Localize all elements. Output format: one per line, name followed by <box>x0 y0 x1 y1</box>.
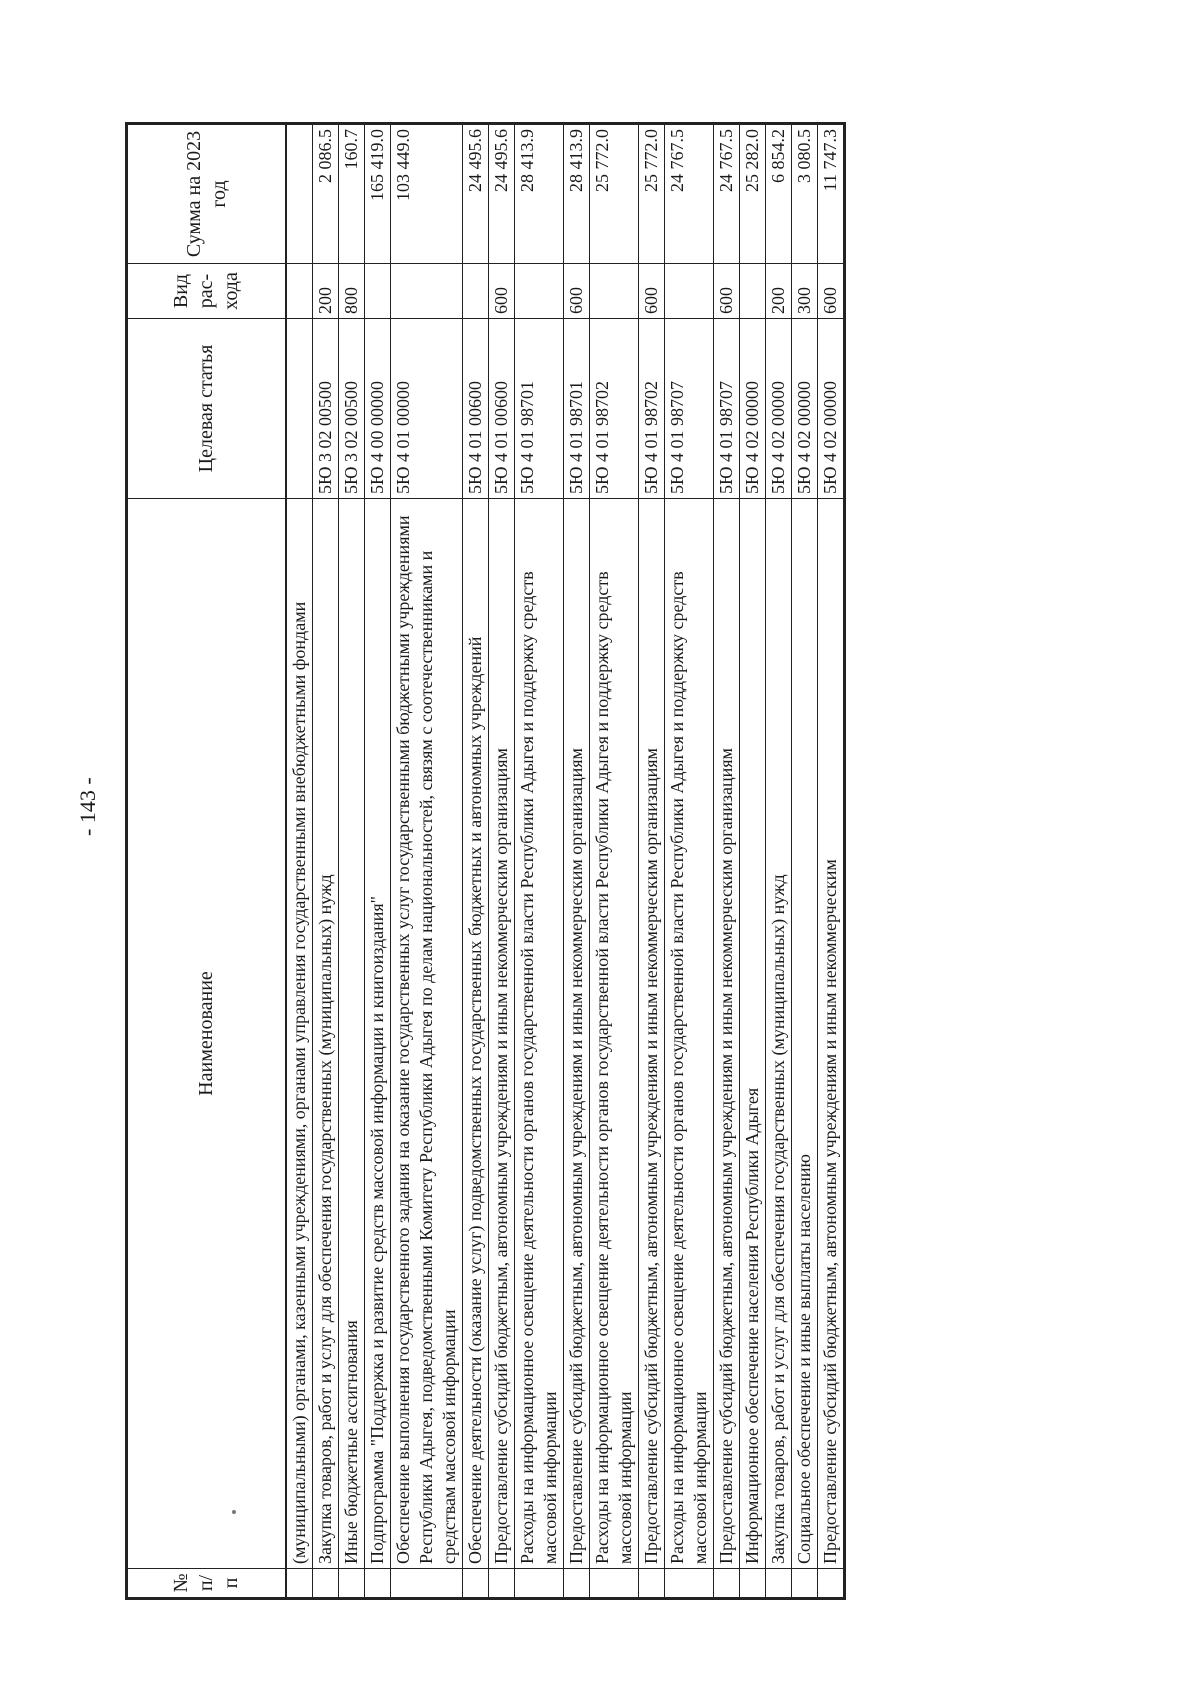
table-header-row <box>127 124 287 1599</box>
row-target-article: 5Ю 4 01 00600 <box>463 319 489 499</box>
row-sum: 25 772.0 <box>590 124 639 264</box>
row-target-article: 5Ю 3 02 00500 <box>313 319 339 499</box>
row-expense-kind <box>365 264 391 319</box>
row-name: Обеспечение деятельности (оказание услуг) подведомственных государственных бюджетных и автономных учреждений <box>463 499 489 1569</box>
row-target-article: 5Ю 4 01 98701 <box>564 319 590 499</box>
row-sum: 160.7 <box>339 124 365 264</box>
row-no <box>564 1569 590 1599</box>
row-name: Информационное обеспечение населения Республики Адыгея <box>740 499 766 1569</box>
table-row <box>714 124 740 1599</box>
row-sum: 28 413.9 <box>515 124 564 264</box>
row-sum: 103 449.0 <box>391 124 463 264</box>
row-name: Предоставление субсидий бюджетным, автономным учреждениям и иным некоммерческим <box>818 499 845 1569</box>
row-name: Закупка товаров, работ и услуг для обеспечения государственных (муниципальных) нужд <box>313 499 339 1569</box>
table-row <box>792 124 818 1599</box>
table-row <box>286 124 313 1599</box>
row-no <box>286 1569 313 1599</box>
row-name: Закупка товаров, работ и услуг для обеспечения государственных (муниципальных) нужд <box>766 499 792 1569</box>
row-sum: 24 767.5 <box>665 124 714 264</box>
row-sum: 3 080.5 <box>792 124 818 264</box>
row-expense-kind: 300 <box>792 264 818 319</box>
header-expense-kind: Вид рас- хода <box>127 264 287 319</box>
row-sum: 24 495.6 <box>489 124 515 264</box>
row-target-article: 5Ю 4 02 00000 <box>766 319 792 499</box>
row-target-article: 5Ю 4 02 00000 <box>792 319 818 499</box>
row-expense-kind: 200 <box>313 264 339 319</box>
row-sum: 11 747.3 <box>818 124 845 264</box>
table-row <box>463 124 489 1599</box>
page-number: - 143 - <box>75 777 100 836</box>
row-target-article: 5Ю 4 01 00000 <box>391 319 463 499</box>
row-expense-kind <box>665 264 714 319</box>
table-row <box>639 124 665 1599</box>
row-target-article: 5Ю 4 01 00600 <box>489 319 515 499</box>
row-no <box>365 1569 391 1599</box>
row-name: Обеспечение выполнения государственного задания на оказание государственных услуг государственными бюджетными учреждениями Республики Адыгея, подведомственными Комитету Республики Адыгея по делам национальностей, связям с соотечественниками и средствам массовой информации <box>391 499 463 1569</box>
row-no <box>515 1569 564 1599</box>
row-expense-kind <box>740 264 766 319</box>
row-name: Предоставление субсидий бюджетным, автономным учреждениям и иным некоммерческим организациям <box>639 499 665 1569</box>
row-sum: 28 413.9 <box>564 124 590 264</box>
row-sum: 6 854.2 <box>766 124 792 264</box>
row-target-article: 5Ю 4 01 98702 <box>590 319 639 499</box>
row-name: (муниципальными) органами, казенными учреждениями, органами управления государственными внебюджетными фондами <box>286 499 313 1569</box>
row-no <box>489 1569 515 1599</box>
table-row <box>590 124 639 1599</box>
table-row <box>766 124 792 1599</box>
row-name: Иные бюджетные ассигнования <box>339 499 365 1569</box>
row-no <box>792 1569 818 1599</box>
row-no <box>665 1569 714 1599</box>
table-row <box>365 124 391 1599</box>
row-no <box>740 1569 766 1599</box>
row-no <box>463 1569 489 1599</box>
table-row <box>339 124 365 1599</box>
row-name: Предоставление субсидий бюджетным, автономным учреждениям и иным некоммерческим организациям <box>714 499 740 1569</box>
row-expense-kind <box>463 264 489 319</box>
table-row <box>489 124 515 1599</box>
table-row <box>818 124 845 1599</box>
table-row <box>740 124 766 1599</box>
row-target-article: 5Ю 4 00 00000 <box>365 319 391 499</box>
row-target-article: 5Ю 4 01 98702 <box>639 319 665 499</box>
row-expense-kind: 800 <box>339 264 365 319</box>
row-name: Предоставление субсидий бюджетным, автономным учреждениям и иным некоммерческим организациям <box>489 499 515 1569</box>
row-name: Расходы на информационное освещение деятельности органов государственной власти Республики Адыгея и поддержку средств массовой информации <box>590 499 639 1569</box>
row-name: Расходы на информационное освещение деятельности органов государственной власти Республики Адыгея и поддержку средств массовой информации <box>665 499 714 1569</box>
row-no <box>639 1569 665 1599</box>
row-target-article: 5Ю 4 01 98701 <box>515 319 564 499</box>
header-name: Наименование <box>127 499 287 1569</box>
table-row <box>665 124 714 1599</box>
row-expense-kind: 600 <box>489 264 515 319</box>
row-sum: 24 495.6 <box>463 124 489 264</box>
row-expense-kind: 600 <box>564 264 590 319</box>
row-no <box>818 1569 845 1599</box>
row-target-article: 5Ю 3 02 00500 <box>339 319 365 499</box>
row-name: Предоставление субсидий бюджетным, автономным учреждениям и иным некоммерческим организациям <box>564 499 590 1569</box>
row-name: Расходы на информационное освещение деятельности органов государственной власти Республики Адыгея и поддержку средств массовой информации <box>515 499 564 1569</box>
row-name: Подпрограмма "Поддержка и развитие средств массовой информации и книгоиздания" <box>365 499 391 1569</box>
row-no <box>766 1569 792 1599</box>
row-expense-kind <box>286 264 313 319</box>
row-no <box>590 1569 639 1599</box>
row-expense-kind <box>391 264 463 319</box>
table-row <box>515 124 564 1599</box>
table-row <box>391 124 463 1599</box>
row-expense-kind: 600 <box>818 264 845 319</box>
row-target-article: 5Ю 4 02 00000 <box>740 319 766 499</box>
header-sum-2023: Сумма на 2023 год <box>127 124 287 264</box>
row-target-article <box>286 319 313 499</box>
header-no: № п/п <box>127 1569 287 1599</box>
row-target-article: 5Ю 4 02 00000 <box>818 319 845 499</box>
rotated-page-content <box>125 125 1060 1600</box>
row-sum <box>286 124 313 264</box>
row-expense-kind <box>590 264 639 319</box>
row-target-article: 5Ю 4 01 98707 <box>665 319 714 499</box>
row-expense-kind <box>515 264 564 319</box>
row-no <box>313 1569 339 1599</box>
row-expense-kind: 200 <box>766 264 792 319</box>
row-expense-kind: 600 <box>639 264 665 319</box>
row-sum: 165 419.0 <box>365 124 391 264</box>
row-sum: 24 767.5 <box>714 124 740 264</box>
row-sum: 2 086.5 <box>313 124 339 264</box>
row-sum: 25 772.0 <box>639 124 665 264</box>
budget-table <box>125 122 846 1600</box>
row-sum: 25 282.0 <box>740 124 766 264</box>
table-row <box>313 124 339 1599</box>
row-no <box>339 1569 365 1599</box>
row-expense-kind: 600 <box>714 264 740 319</box>
row-name: Социальное обеспечение и иные выплаты населению <box>792 499 818 1569</box>
row-target-article: 5Ю 4 01 98707 <box>714 319 740 499</box>
table-row <box>564 124 590 1599</box>
row-no <box>391 1569 463 1599</box>
header-target-article: Целевая статья <box>127 319 287 499</box>
row-no <box>714 1569 740 1599</box>
